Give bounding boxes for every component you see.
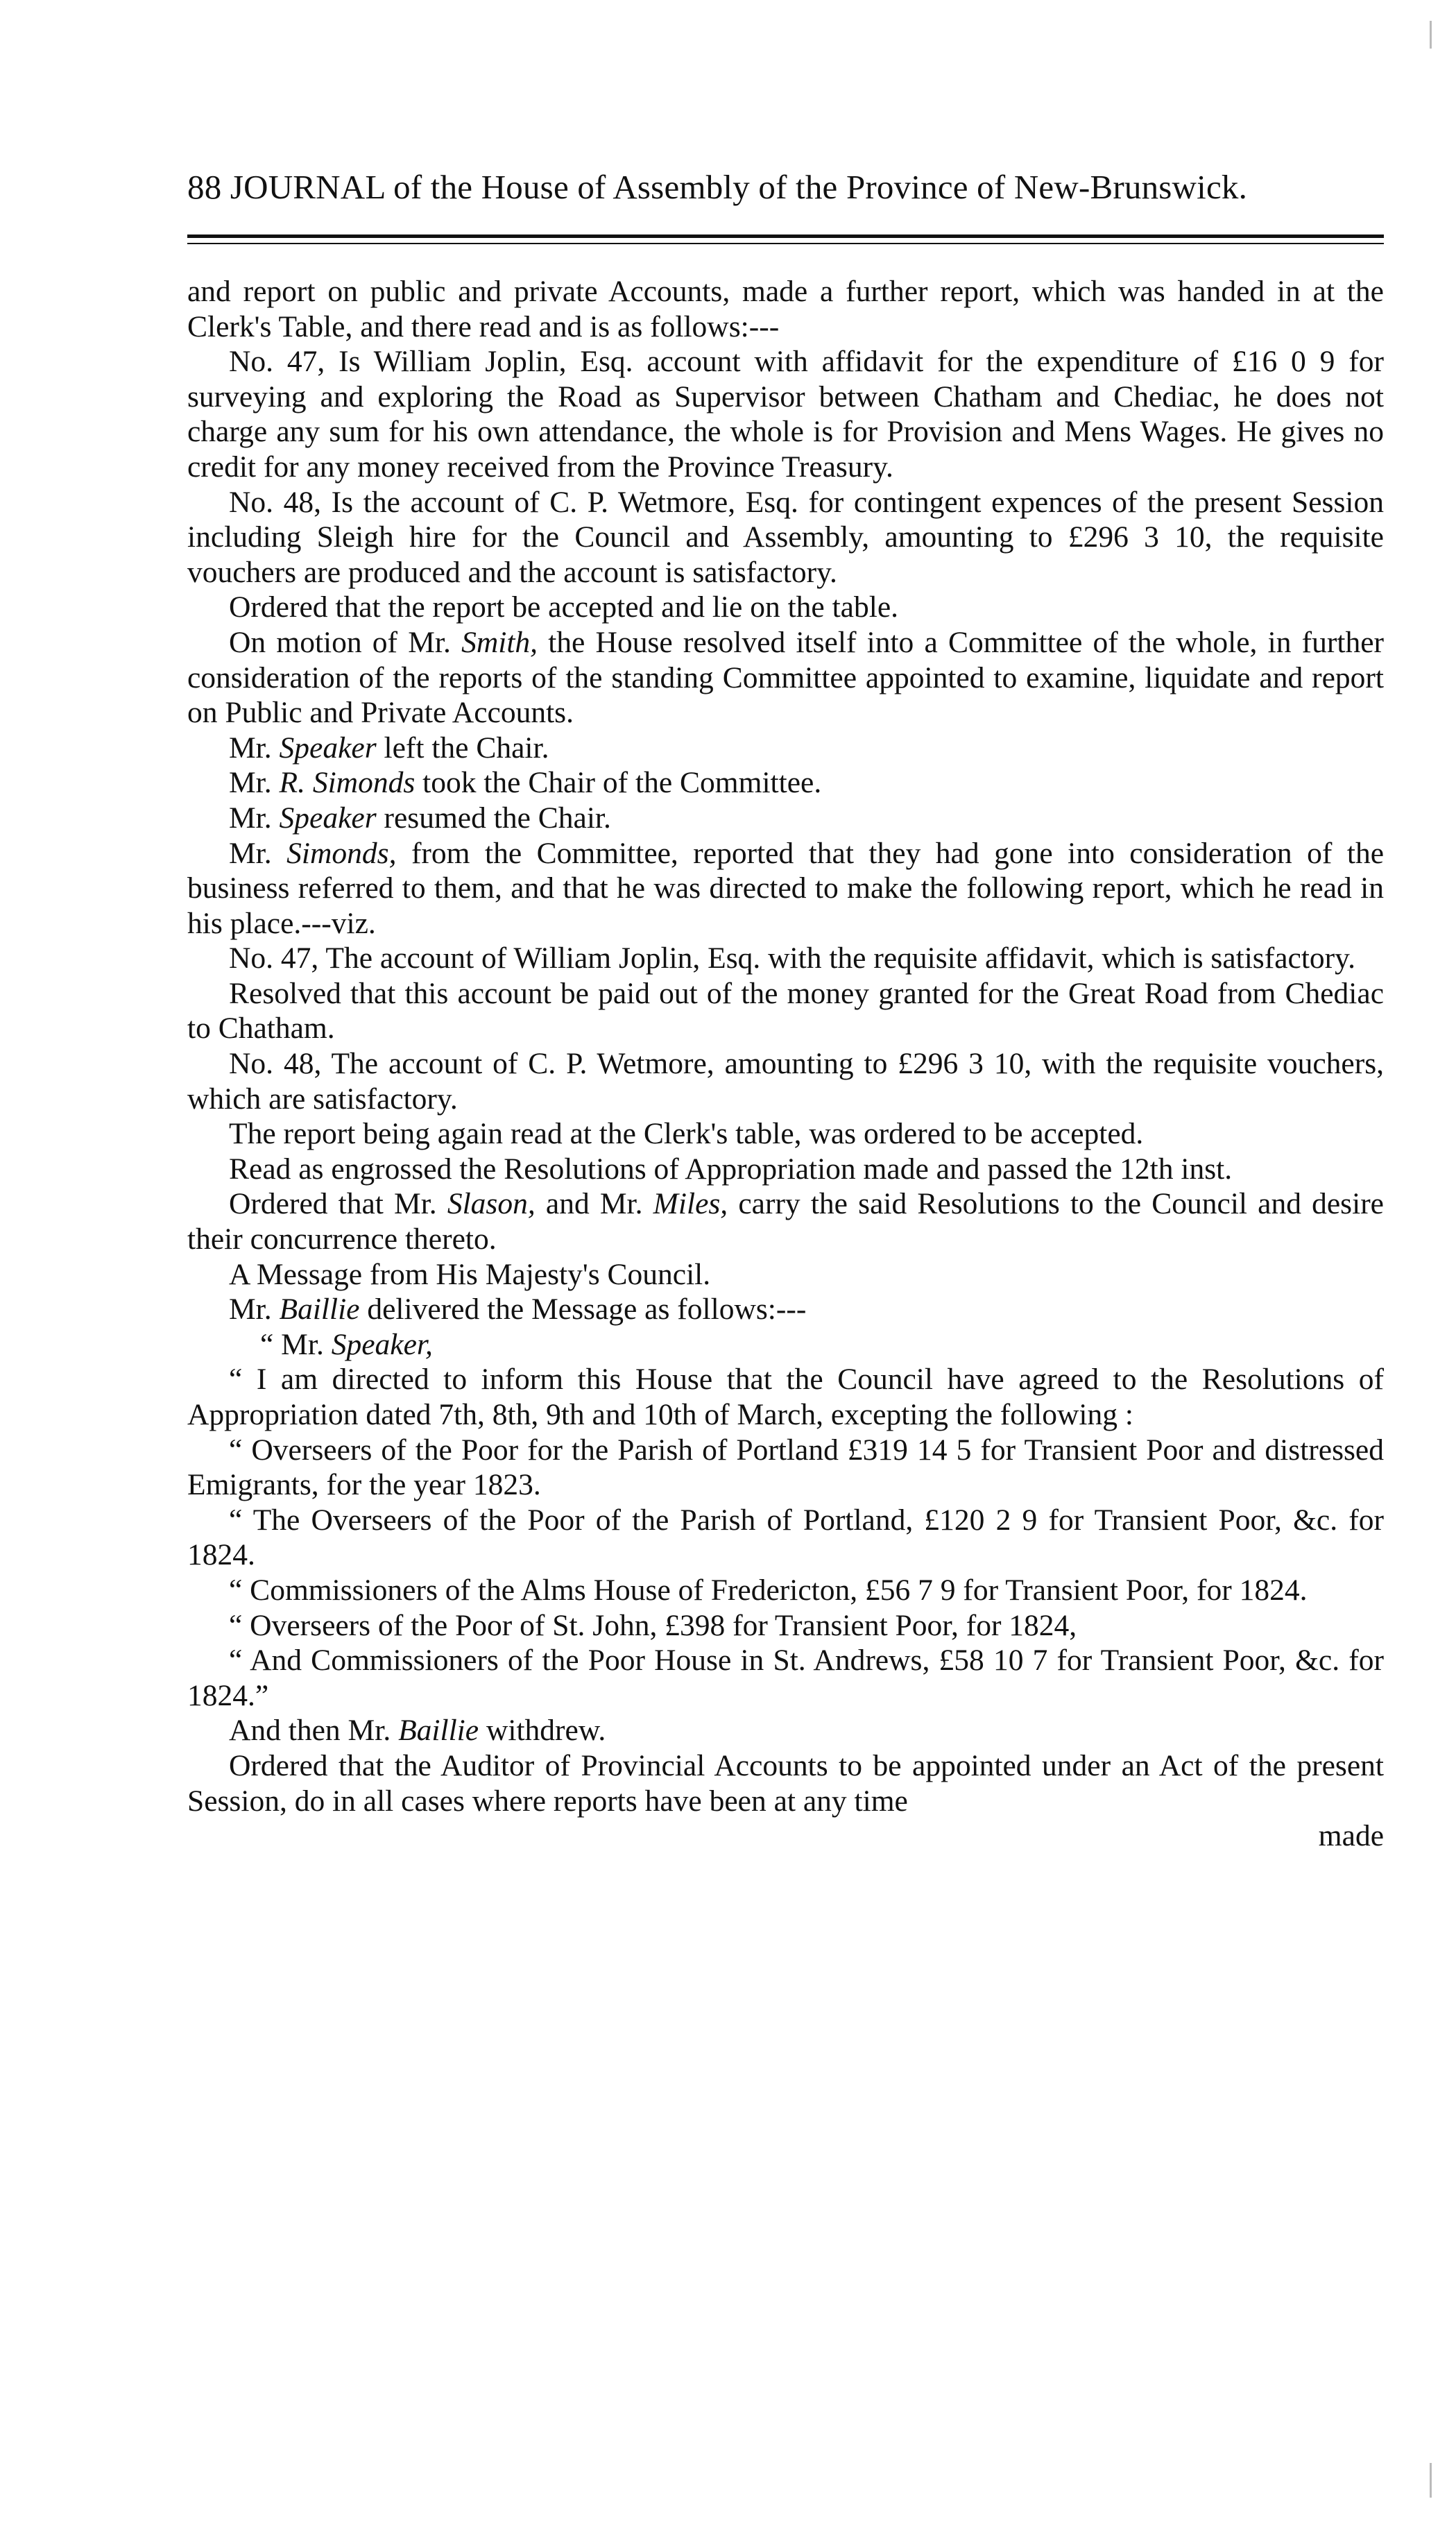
paragraph — [187, 1116, 1384, 1152]
text-run: the House resolved itself into a Committee of the whole, in further consideration of the reports of the standing Committee appointed to examine, liquidate and report on Public and Private Accounts. — [187, 625, 1384, 730]
paragraph — [187, 1643, 1384, 1713]
paragraph — [187, 1046, 1384, 1116]
text-run: took the Chair of the Committee. — [415, 766, 822, 800]
italic-name: Slason, — [447, 1187, 536, 1221]
header-rule — [187, 235, 1384, 244]
text-run: Resolved that this account be paid out of the money granted for the Great Road from Chediac to Chatham. — [187, 976, 1384, 1046]
paragraph — [187, 1573, 1384, 1608]
paragraph — [187, 731, 1384, 766]
text-run: Ordered that the Auditor of Provincial Accounts to be appointed under an Act of the present Session, do in all cases where reports have been at any time — [187, 1748, 1384, 1818]
text-run: “ Overseers of the Poor of St. John, £398 for Transient Poor, for 1824, — [229, 1608, 1077, 1642]
paragraph — [187, 1433, 1384, 1503]
journal-title: JOURNAL of the House of Assembly of the Province of New-Brunswick. — [230, 168, 1248, 206]
margin-mark — [1430, 2463, 1432, 2498]
paragraph — [187, 801, 1384, 836]
paragraph — [187, 1503, 1384, 1573]
margin-mark — [1430, 21, 1432, 49]
text-run: “ Commissioners of the Alms House of Fredericton, £56 7 9 for Transient Poor, for 1824. — [229, 1573, 1308, 1607]
text-run: On motion of Mr. — [229, 625, 462, 659]
text-run: carry the said Resolutions to the Council and desire their concurrence thereto. — [187, 1187, 1384, 1256]
text-run: And then Mr. — [229, 1714, 399, 1748]
text-run: No. 48, Is the account of C. P. Wetmore, Esq. for contingent expences of the present Session including Sleigh hire for the Council and Assembly, amounting to £296 3 10, the requisite vouchers are produced and the account is satisfactory. — [187, 485, 1384, 589]
paragraph — [187, 1713, 1384, 1748]
text-run: withdrew. — [479, 1714, 606, 1748]
paragraph — [187, 1362, 1384, 1432]
text-run: “ Mr. — [260, 1327, 332, 1361]
running-header — [187, 167, 1387, 208]
text-run: and Mr. — [535, 1187, 653, 1221]
text-run: A Message from His Majesty's Council. — [229, 1257, 711, 1291]
paragraph — [187, 1186, 1384, 1256]
text-run: The report being again read at the Clerk's table, was ordered to be accepted. — [229, 1117, 1144, 1151]
page-number: 88 — [187, 168, 222, 206]
paragraph — [187, 1152, 1384, 1187]
paragraph — [187, 344, 1384, 484]
paragraph — [187, 1608, 1384, 1644]
text-run: Mr. — [229, 766, 280, 800]
text-run: Ordered that the report be accepted and lie on the table. — [229, 590, 899, 624]
text-run: Ordered that Mr. — [229, 1187, 447, 1221]
paragraph — [187, 836, 1384, 941]
text-run: made — [1318, 1819, 1384, 1853]
paragraph — [187, 1257, 1384, 1293]
italic-name: Baillie — [398, 1714, 479, 1748]
paragraph — [187, 625, 1384, 731]
text-run: from the Committee, reported that they had gone into consideration of the business referred to them, and that he was directed to make the following report, which he read in his place.---viz. — [187, 836, 1385, 940]
paragraph — [187, 941, 1384, 976]
italic-name: Speaker, — [331, 1327, 433, 1361]
paragraph — [187, 1818, 1384, 1854]
text-run: No. 47, Is William Joplin, Esq. account with affidavit for the expenditure of £16 0 9 for surveying and exploring the Road as Supervisor between Chatham and Chediac, he does not charge any sum for his own attendance, the whole is for Provision and Mens Wages. He gives no credit for any money received from the Province Treasury. — [187, 345, 1384, 484]
paragraph — [187, 1748, 1384, 1818]
paragraph — [187, 590, 1384, 625]
italic-name: Simonds, — [286, 836, 397, 870]
italic-name: Baillie — [279, 1293, 360, 1327]
italic-name: Smith, — [461, 625, 538, 659]
text-run: left the Chair. — [376, 731, 549, 765]
text-run: Mr. — [229, 801, 280, 835]
body-text — [187, 274, 1384, 1854]
paragraph — [187, 1292, 1384, 1327]
text-run: Mr. — [229, 1293, 280, 1327]
text-run: “ And Commissioners of the Poor House in St. Andrews, £58 10 7 for Transient Poor, &c. for 1824.” — [187, 1644, 1384, 1712]
text-run: No. 48, The account of C. P. Wetmore, amounting to £296 3 10, with the requisite vouchers, which are satisfactory. — [187, 1047, 1384, 1116]
text-run: “ I am directed to inform this House that the Council have agreed to the Resolutions of Appropriation dated 7th, 8th, 9th and 10th of March, excepting the following : — [187, 1363, 1384, 1431]
text-run: Mr. — [229, 731, 280, 765]
italic-name: R. Simonds — [279, 766, 416, 800]
text-run: Read as engrossed the Resolutions of Appropriation made and passed the 12th inst. — [229, 1152, 1233, 1186]
text-run: No. 47, The account of William Joplin, Esq. with the requisite affidavit, which is satisfactory. — [229, 941, 1355, 975]
paragraph — [187, 765, 1384, 801]
text-run: Mr. — [229, 836, 287, 870]
paragraph — [187, 1327, 1384, 1363]
paragraph — [187, 485, 1384, 590]
italic-name: Miles, — [653, 1187, 728, 1221]
italic-name: Speaker — [279, 731, 377, 765]
text-run: and report on public and private Accounts, made a further report, which was handed in at the Clerk's Table, and there read and is as follows:--- — [187, 275, 1384, 343]
text-run: “ The Overseers of the Poor of the Parish of Portland, £120 2 9 for Transient Poor, &c. for 1824. — [187, 1503, 1384, 1572]
italic-name: Speaker — [279, 801, 377, 835]
text-run: resumed the Chair. — [376, 801, 611, 835]
text-run: delivered the Message as follows:--- — [359, 1293, 807, 1327]
paragraph — [187, 976, 1384, 1046]
text-run: “ Overseers of the Poor for the Parish of Portland £319 14 5 for Transient Poor and distressed Emigrants, for the year 1823. — [187, 1433, 1384, 1502]
paragraph — [187, 274, 1384, 344]
